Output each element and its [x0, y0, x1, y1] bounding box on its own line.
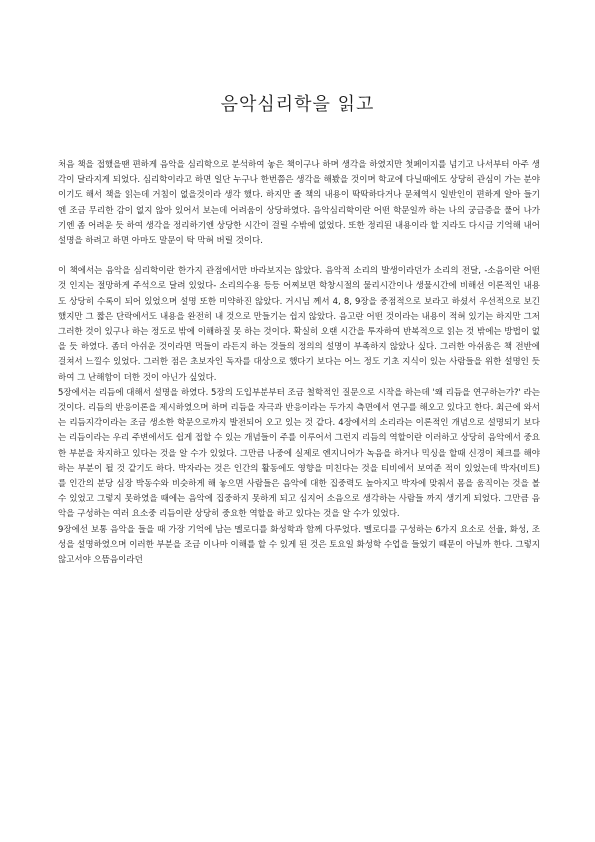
paragraph-intro: 처음 책을 접했을땐 편하게 음악을 심리학으로 분석하여 놓은 책이구나 하며 생각을 하였지만 첫페이지를 넘기고 나서부터 아주 생각이 달라지게 되었다. 심리학이라고 하면 일단 누구나 한번쯤은 생각을 해봤을 것이며 학교에 다닐때에도 상당히 관심이 가는 분야이기도 해서 책을 읽는데 거침이 없을것이라 생각 했다. 하지만 졸 책의 내용이 딱딱하다거나 문체역시 일반인이 편하게 알아 들기엔 조금 무리한 감이 없지 않아 있어서 보는데 어려움이 상당하였다. 음악심리학이란 어떤 학문일까 하는 나의 궁금증을 풀어 나가기엔 좀 어려운 듯 하여 생각을 정리하기엔 상당한 시간이 걸릴 수밖에 없었다. 또한 정리된 내용이라 할 지라도 다시금 기억해 내어 설명을 하려고 하면 아마도 말문이 탁 막혀 버릴 것이다. [58, 160, 540, 247]
document-body [58, 158, 540, 568]
paragraph-melody: 9장에선 보통 음악을 들을 때 가장 기억에 남는 멜로디를 화성학과 함께 다루었다. 멜로디를 구성하는 6가지 요소로 선율, 화성, 조성을 설명하였으며 이러한 부분을 조금 이나마 이해를 할 수 있게 된 것은 토요일 화성학 수업을 들었기 때문이 아닐까 한다. 그렇지 않고서야 으뜸음이라던 [58, 524, 540, 566]
document-title: 음악심리학을 읽고 [220, 94, 375, 115]
paragraph-overview: 이 책에서는 음악을 심리학이란 한가지 관점에서만 바라보지는 않았다. 음악적 소리의 발생이라던가 소리의 전달, -소음이란 어떤 것 인지는 절망하게 주석으로 달려 있었다- 소리의수용 등등 어찌보면 학창시절의 물리시간이나 생물시간에 비해선 이론적인 내용도 상당히 수록이 되어 있었으며 설명 또한 미약하진 않았다. 거시님 께서 4, 8, 9장을 중점적으로 보라고 하셨서 우선적으로 보긴 했지만 그 짧은 단락에서도 내용을 완전히 내 것으로 만들기는 쉽지 않았다. 음고란 어떤 것이라는 내용이 적혀 있기는 하지만 그저 그러한 것이 있구나 하는 정도로 밖에 이해하질 못 하는 것이다. 확실히 오랜 시간을 투자하여 반복적으로 읽는 것 밖에는 방법이 없을 듯 하였다. 좀더 아쉬운 것이라면 먹들이 라든지 하는 것들의 정의의 설명이 부족하지 않았나 싶다. 그러한 아쉬움은 책 전반에 걸쳐서 느낄수 있었다. 그러한 점은 초보자인 독자를 대상으로 했다기 보다는 어느 정도 기초 지식이 있는 사람들을 위한 설명인 듯 하여 그 난해함이 더한 것이 아닌가 싶었다. [58, 266, 540, 383]
paragraph-rhythm: 5장에서는 리듬에 대해서 설명을 하였다. 5장의 도입부분부터 조금 철학적인 질문으로 시작을 하는데 '왜 리듬을 연구하는가?' 라는 것이다. 리듬의 반응이론을 제시하였으며 하며 리듬을 자극과 반응이라는 두가지 측면에서 연구를 해오고 있다고 한다. 최근에 와서는 리듬지각이라는 조금 생소한 학문으로까지 발전되어 오고 있는 것 같다. 4장에서의 소리라는 이론적인 개념으로 설명되기 보다는 리듬이라는 우리 주변에서도 쉽게 접할 수 있는 개념들이 주를 이루어서 그런지 리듬의 역할이란 이러하고 상당히 음악에서 중요한 부분을 차지하고 있다는 것을 알 수가 있었다. 그만큼 나중에 실제로 엔지니어가 녹음을 하거나 믹싱을 할때 신경이 체크를 해야 하는 부분이 될 것 같기도 하다. 박자라는 것은 인간의 활동에도 영향을 미친다는 것을 티비에서 보여준 적이 있었는데 박자(비트)를 인간의 분당 심장 박동수와 비슷하게 해 놓으면 사람들은 음악에 대한 집중력도 높아지고 박자에 맞춰서 몸을 움직이는 것을 볼 수 있었고 그렇지 못하였을 때에는 음악에 집중하지 못하게 되고 심지어 소음으로 생각하는 사람들 까지 생기게 되었다. 그만큼 음악을 구성하는 여러 요소중 리듬이란 상당히 중요한 역할을 하고 있다는 것을 알 수가 있었다. [58, 387, 540, 520]
